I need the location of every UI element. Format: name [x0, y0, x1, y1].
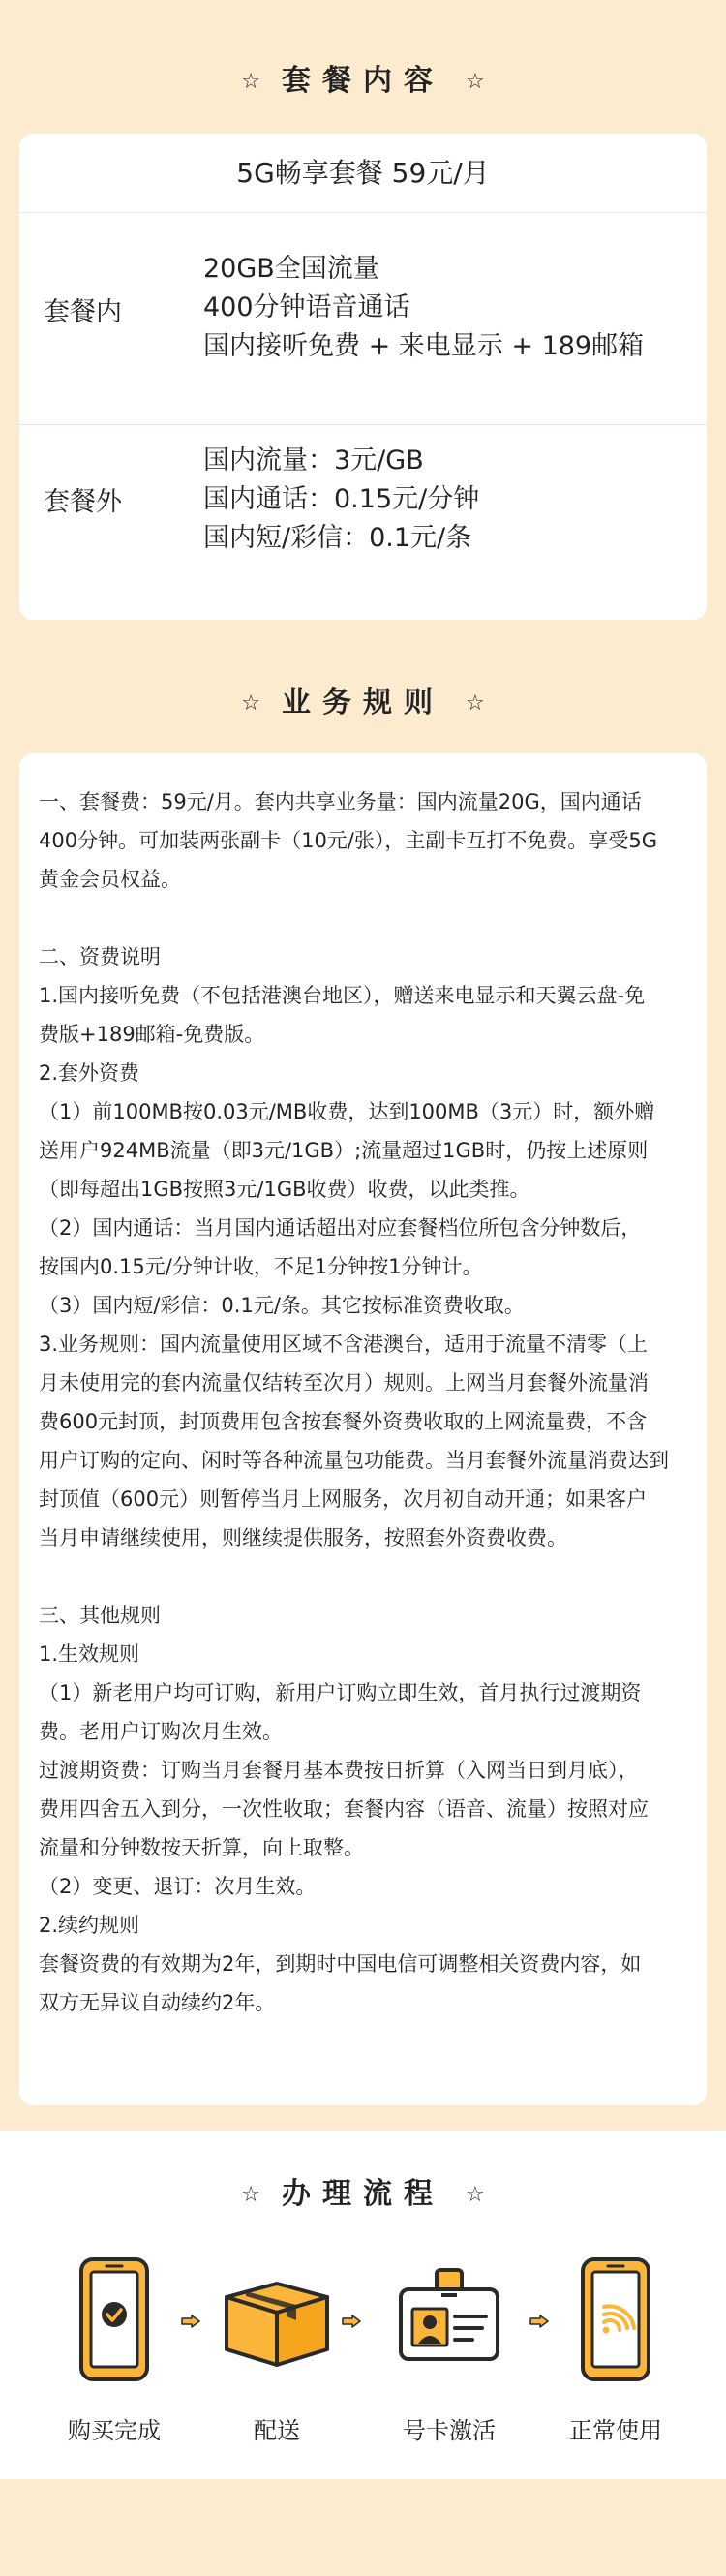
plan-included-item: 20GB全国流量	[203, 254, 379, 284]
plan-extra-item: 国内流量：3元/GB	[203, 445, 424, 475]
rules-text-line: 送用户924MB流量（即3元/1GB）;流量超过1GB时，仍按上述原则	[39, 1139, 649, 1162]
plan-included-lines	[203, 250, 644, 366]
star-icon: ☆	[241, 70, 260, 94]
rules-text-line: 费。老用户订购次月生效。	[39, 1720, 283, 1743]
rules-text-line: 封顶值（600元）则暂停当月上网服务，次月初自动开通；如果客户	[39, 1487, 648, 1511]
rules-text-line: 用户订购的定向、闲时等各种流量包功能费。当月套餐外流量消费达到	[39, 1449, 669, 1472]
rules-text-line: 费用四舍五入到分，一次性收取；套餐内容（语音、流量）按照对应	[39, 1797, 649, 1821]
process-step-purchase	[46, 2256, 182, 2444]
rules-text-line: （1）前100MB按0.03元/MB收费，达到100MB（3元）时，额外赠	[39, 1100, 655, 1123]
rules-text-line: 当月申请继续使用，则继续提供服务，按照套外资费收费。	[39, 1526, 567, 1549]
rules-text-line: 3.业务规则：国内流量使用区域不含港澳台，适用于流量不清零（上	[39, 1333, 649, 1356]
id-card-icon	[381, 2256, 517, 2382]
arrow-right-icon	[341, 2315, 362, 2328]
rules-text-line: （3）国内短/彩信：0.1元/条。其它按标准资费收取。	[39, 1294, 525, 1317]
rules-section-title-text: 业务规则	[282, 686, 444, 720]
rules-spacer	[39, 1557, 687, 1596]
rules-text-line: 一、套餐费：59元/月。套内共享业务量：国内流量20G，国内通话	[39, 790, 642, 813]
arrow-right-icon	[529, 2315, 550, 2328]
star-icon: ☆	[241, 2183, 260, 2207]
star-icon: ☆	[241, 691, 260, 716]
plan-section-title	[0, 56, 726, 99]
rules-text-line: （即每超出1GB按照3元/1GB收费）收费，以此类推。	[39, 1178, 530, 1201]
rules-text-line: 费版+189邮箱-免费版。	[39, 1023, 265, 1046]
plan-extra-label: 套餐外	[44, 487, 122, 517]
rules-text-line: 2.续约规则	[39, 1914, 140, 1937]
rules-text-line: 按国内0.15元/分钟计收，不足1分钟按1分钟计。	[39, 1255, 483, 1278]
plan-included-item: 国内接听免费 + 来电显示 + 189邮箱	[203, 331, 645, 361]
plan-extra-lines	[203, 442, 479, 558]
star-icon: ☆	[466, 2183, 485, 2207]
star-icon: ☆	[466, 70, 485, 94]
plan-included-label: 套餐内	[44, 297, 122, 327]
rules-text-line: 流量和分钟数按天折算，向上取整。	[39, 1836, 364, 1859]
rules-text-line: 黄金会员权益。	[39, 868, 181, 891]
star-icon: ☆	[466, 691, 485, 716]
process-step-delivery	[209, 2256, 345, 2444]
process-step-activation	[381, 2256, 517, 2444]
plan-included-item: 400分钟语音通话	[203, 292, 410, 322]
process-step-usage	[548, 2256, 683, 2444]
rules-text-line: 过渡期资费：订购当月套餐月基本费按日折算（入网当日到月底），	[39, 1759, 639, 1782]
rules-text-line: 月未使用完的套内流量仅结转至次月）规则。上网当月套餐外流量消	[39, 1371, 649, 1395]
arrow-right-icon	[180, 2315, 201, 2328]
plan-section-title-text: 套餐内容	[282, 64, 444, 98]
rules-text-line: （2）变更、退订：次月生效。	[39, 1875, 317, 1898]
rules-text-line: 双方无异议自动续约2年。	[39, 1991, 276, 2014]
rules-text-line: 套餐资费的有效期为2年，到期时中国电信可调整相关资费内容，如	[39, 1952, 642, 1976]
plan-extra-item: 国内通话：0.15元/分钟	[203, 484, 480, 514]
phone-wifi-icon	[548, 2256, 683, 2382]
process-step-label: 号卡激活	[403, 2417, 496, 2444]
rules-text-line: 费600元封顶，封顶费用包含按套餐外资费收取的上网流量费，不含	[39, 1410, 648, 1433]
process-step-label: 购买完成	[68, 2417, 161, 2444]
rules-text-line: 二、资费说明	[39, 945, 161, 968]
rules-card	[19, 753, 707, 2105]
rules-spacer	[39, 899, 687, 937]
process-step-label: 配送	[254, 2417, 300, 2444]
plan-extra-item: 国内短/彩信：0.1元/条	[203, 523, 472, 553]
rules-text-line: 1.国内接听免费（不包括港澳台地区），赠送来电显示和天翼云盘-免	[39, 984, 646, 1007]
process-step-label: 正常使用	[569, 2417, 662, 2444]
rules-text-line: （2）国内通话：当月国内通话超出对应套餐档位所包含分钟数后，	[39, 1216, 642, 1240]
rules-text-line: 400分钟。可加装两张副卡（10元/张），主副卡互打不免费。享受5G	[39, 829, 658, 852]
rules-section-title	[0, 678, 726, 721]
phone-check-icon	[46, 2256, 182, 2382]
process-section-title-text: 办理流程	[282, 2177, 444, 2211]
plan-name-price: 5G畅享套餐 59元/月	[19, 134, 707, 213]
box-icon	[209, 2256, 345, 2382]
rules-text-line: 1.生效规则	[39, 1642, 140, 1666]
rules-text-line: 2.套外资费	[39, 1061, 140, 1085]
plan-card	[19, 134, 707, 620]
process-section-title	[0, 2169, 726, 2212]
plan-divider	[19, 424, 707, 425]
rules-text-line: （1）新老用户均可订购，新用户订购立即生效，首月执行过渡期资	[39, 1681, 642, 1704]
process-panel	[0, 2131, 726, 2479]
rules-text-line: 三、其他规则	[39, 1604, 161, 1627]
